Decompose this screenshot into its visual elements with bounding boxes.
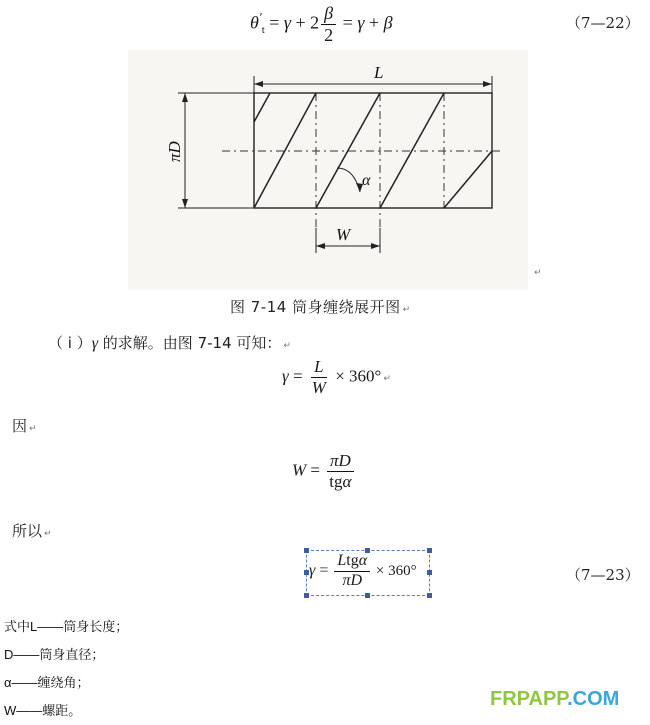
resize-handle-bottom-left[interactable] (304, 593, 309, 598)
legend-line-winding-angle: α——缠绕角； (4, 675, 90, 690)
solution-paragraph: （ i ）γ 的求解。由图 7-14 可知： ↵ (48, 334, 291, 352)
site-watermark (490, 688, 619, 711)
because-label: 因 ↵ (12, 417, 37, 435)
figure-caption: 图 7-14 筒身缠绕展开图 ↵ (230, 298, 411, 316)
pitch-label: W (336, 225, 351, 244)
pitch-equation: W = $\frac{\pi D}{\text{tgα}}$ (292, 452, 356, 491)
resize-handle-top-right[interactable] (427, 548, 432, 553)
length-label: L (374, 63, 384, 82)
figure-background (128, 50, 528, 290)
equation-7-22: $\theta'_t = \gamma + 2$ $\frac{\beta}{2}$ = γ + β (250, 3, 393, 45)
theta-symbol: θ (250, 12, 259, 33)
winding-angle-label: α (362, 172, 371, 189)
resize-handle-bottom-middle[interactable] (365, 593, 370, 598)
legend-line-length: 式中L——筒身长度； (4, 619, 129, 634)
gamma-equation: γ = $\frac{L}{W}$ × 360° ↵ (282, 357, 391, 397)
symbol-legend (4, 613, 128, 725)
length-over-pitch-fraction: $\frac{L}{W}$ (311, 357, 326, 397)
resize-handle-bottom-right[interactable] (427, 593, 432, 598)
pi-d-over-tan-alpha-fraction: $\frac{\pi D}{\text{tgα}}$ (326, 452, 354, 491)
beta-over-two-fraction: $\frac{\beta}{2}$ (321, 4, 336, 45)
legend-line-diameter: D——筒身直径； (4, 647, 105, 662)
equation-7-23: γ = $\frac{\text{Ltgα}}{\pi D}$ × 360° (309, 552, 417, 589)
selected-equation-7-23[interactable] (306, 550, 430, 596)
equation-number-7-23: （7—23） (566, 566, 640, 584)
legend-line-pitch: W——螺距。 (4, 703, 82, 718)
therefore-label: 所以 ↵ (12, 522, 52, 540)
ltg-alpha-over-pi-d-fraction: $\frac{\text{Ltgα}}{\pi D}$ (334, 553, 370, 590)
watermark-suffix: .COM (567, 688, 620, 710)
winding-development-figure (128, 50, 528, 290)
equation-number-7-22: （7—22） (566, 14, 640, 32)
resize-handle-middle-right[interactable] (427, 570, 432, 575)
circumference-label: πD (165, 141, 184, 162)
paragraph-mark: ↵ (534, 268, 542, 278)
watermark-prefix: FRPAPP (490, 688, 568, 710)
